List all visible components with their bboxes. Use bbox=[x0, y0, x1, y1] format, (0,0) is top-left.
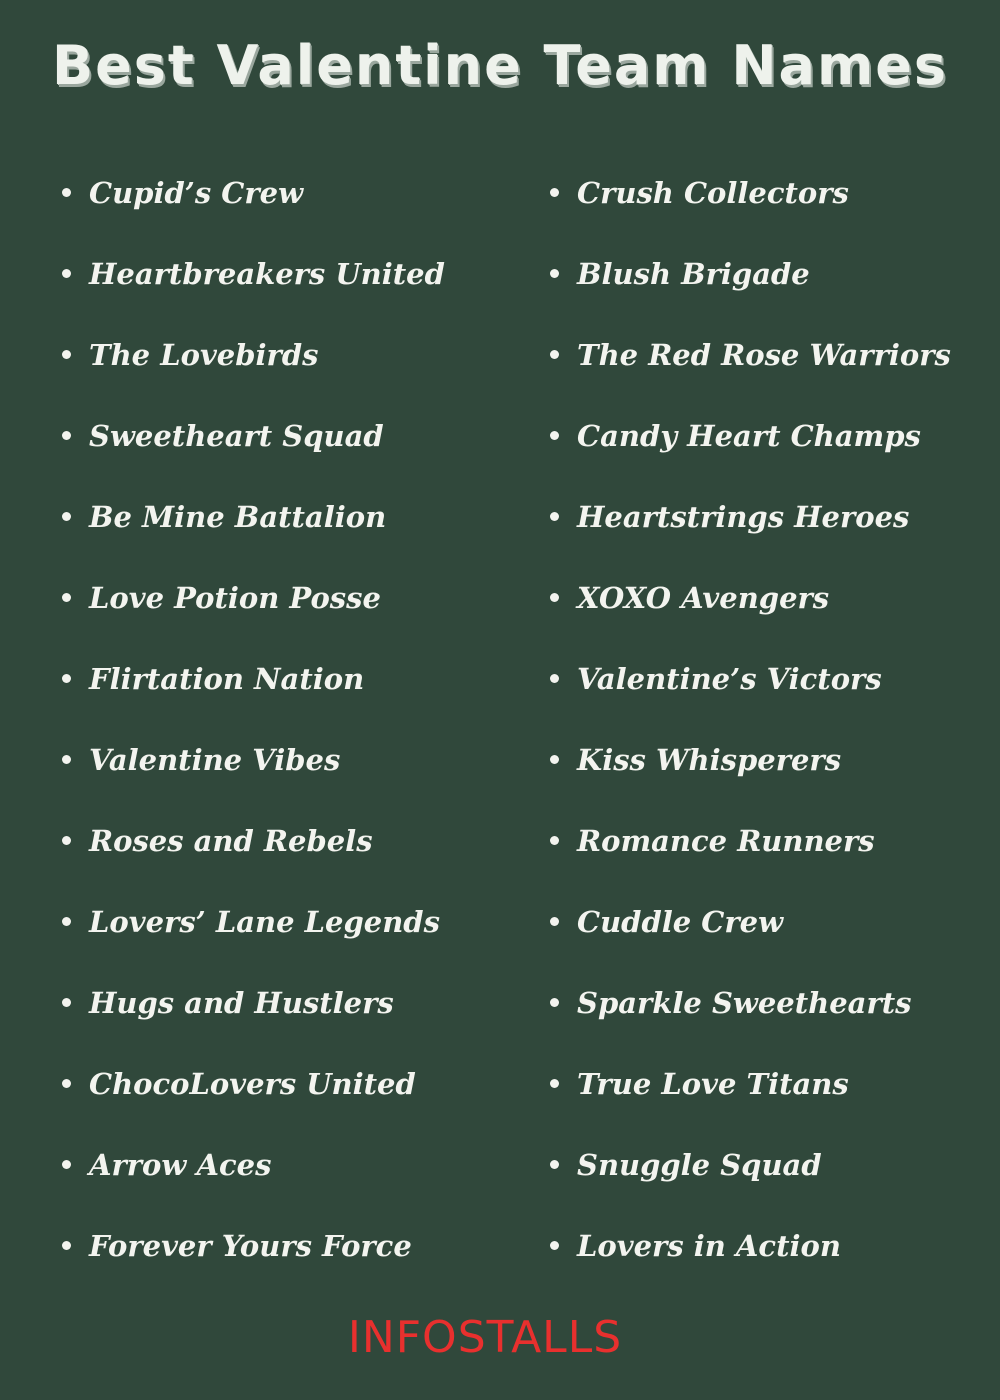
bullet-icon bbox=[62, 1079, 71, 1088]
bullet-icon bbox=[62, 269, 71, 278]
list-item bbox=[58, 1041, 518, 1122]
bullet-icon bbox=[550, 593, 559, 602]
bullet-icon bbox=[550, 1160, 559, 1169]
list-item bbox=[58, 1203, 518, 1284]
team-name: Lovers’ Lane Legends bbox=[89, 905, 440, 939]
team-name: Sweetheart Squad bbox=[89, 419, 384, 453]
team-name: XOXO Avengers bbox=[577, 581, 830, 615]
team-name: Kiss Whisperers bbox=[577, 743, 842, 777]
bullet-icon bbox=[62, 917, 71, 926]
team-name: Sparkle Sweethearts bbox=[577, 986, 912, 1020]
list-item bbox=[546, 636, 986, 717]
bullet-icon bbox=[62, 512, 71, 521]
bullet-icon bbox=[550, 836, 559, 845]
list-item bbox=[58, 150, 518, 231]
list-item bbox=[546, 150, 986, 231]
team-name: Arrow Aces bbox=[89, 1148, 272, 1182]
bullet-icon bbox=[62, 350, 71, 359]
team-name: Hugs and Hustlers bbox=[89, 986, 394, 1020]
list-item bbox=[58, 960, 518, 1041]
bullet-icon bbox=[62, 836, 71, 845]
bullet-icon bbox=[550, 917, 559, 926]
team-name: Romance Runners bbox=[577, 824, 875, 858]
bullet-icon bbox=[550, 1079, 559, 1088]
team-name: Forever Yours Force bbox=[89, 1229, 412, 1263]
bullet-icon bbox=[550, 998, 559, 1007]
bullet-icon bbox=[550, 431, 559, 440]
bullet-icon bbox=[62, 674, 71, 683]
list-item bbox=[58, 555, 518, 636]
team-name: Heartstrings Heroes bbox=[577, 500, 910, 534]
bullet-icon bbox=[550, 755, 559, 764]
team-name: Heartbreakers United bbox=[89, 257, 445, 291]
team-name: Be Mine Battalion bbox=[89, 500, 387, 534]
team-name: Valentine’s Victors bbox=[577, 662, 882, 696]
bullet-icon bbox=[62, 431, 71, 440]
team-name: True Love Titans bbox=[577, 1067, 849, 1101]
team-name: Love Potion Posse bbox=[89, 581, 381, 615]
list-item bbox=[58, 879, 518, 960]
list-item bbox=[58, 717, 518, 798]
team-name: Valentine Vibes bbox=[89, 743, 341, 777]
list-item bbox=[58, 231, 518, 312]
list-item bbox=[546, 1041, 986, 1122]
list-item bbox=[58, 1122, 518, 1203]
bullet-icon bbox=[62, 188, 71, 197]
team-name: ChocoLovers United bbox=[89, 1067, 416, 1101]
list-item bbox=[546, 393, 986, 474]
list-item bbox=[58, 474, 518, 555]
list-item bbox=[546, 1122, 986, 1203]
bullet-icon bbox=[62, 755, 71, 764]
team-name: Flirtation Nation bbox=[89, 662, 365, 696]
list-item bbox=[58, 312, 518, 393]
list-item bbox=[546, 1203, 986, 1284]
names-list-right bbox=[546, 150, 986, 1284]
bullet-icon bbox=[550, 1241, 559, 1250]
brand-logo: INFOSTALLS bbox=[347, 1312, 623, 1363]
page-title: Best Valentine Team Names bbox=[51, 34, 949, 97]
team-name: Snuggle Squad bbox=[577, 1148, 822, 1182]
list-item bbox=[546, 798, 986, 879]
bullet-icon bbox=[62, 1160, 71, 1169]
bullet-icon bbox=[550, 188, 559, 197]
list-item bbox=[546, 231, 986, 312]
team-name: Cupid’s Crew bbox=[89, 176, 304, 210]
team-name: Cuddle Crew bbox=[577, 905, 784, 939]
bullet-icon bbox=[550, 674, 559, 683]
bullet-icon bbox=[550, 269, 559, 278]
bullet-icon bbox=[550, 512, 559, 521]
team-name: The Red Rose Warriors bbox=[577, 338, 951, 372]
bullet-icon bbox=[62, 1241, 71, 1250]
team-name: The Lovebirds bbox=[89, 338, 319, 372]
list-item bbox=[546, 312, 986, 393]
list-item bbox=[58, 393, 518, 474]
names-list-left bbox=[58, 150, 518, 1284]
bullet-icon bbox=[550, 350, 559, 359]
team-name: Lovers in Action bbox=[577, 1229, 841, 1263]
team-name: Roses and Rebels bbox=[89, 824, 373, 858]
list-item bbox=[546, 474, 986, 555]
list-item bbox=[546, 879, 986, 960]
list-item bbox=[58, 636, 518, 717]
team-name: Blush Brigade bbox=[577, 257, 810, 291]
team-name: Candy Heart Champs bbox=[577, 419, 921, 453]
list-item bbox=[546, 960, 986, 1041]
bullet-icon bbox=[62, 998, 71, 1007]
list-item bbox=[546, 555, 986, 636]
list-item bbox=[546, 717, 986, 798]
list-item bbox=[58, 798, 518, 879]
bullet-icon bbox=[62, 593, 71, 602]
team-name: Crush Collectors bbox=[577, 176, 849, 210]
